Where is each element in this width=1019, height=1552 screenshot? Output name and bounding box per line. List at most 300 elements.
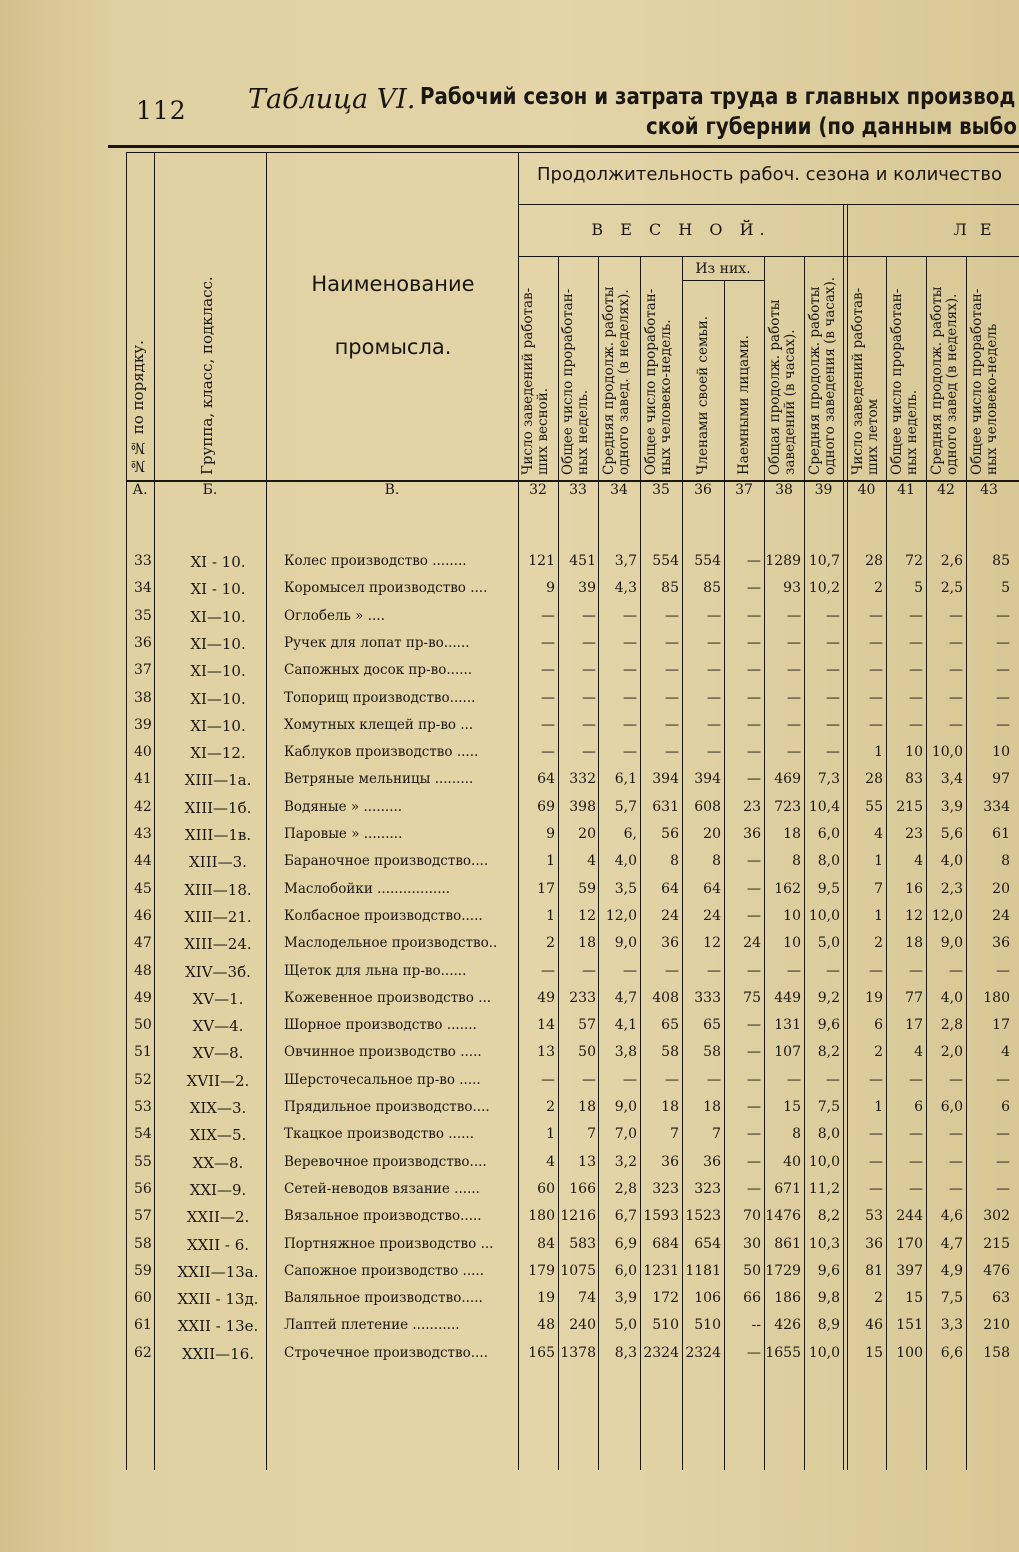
row-value: 2,8: [940, 1017, 963, 1034]
row-value: 6: [1001, 1099, 1010, 1115]
row-number: 60: [134, 1290, 152, 1307]
row-number: 57: [134, 1208, 152, 1225]
row-value: —: [869, 1153, 883, 1170]
row-value: 3,8: [614, 1044, 637, 1061]
row-value: 10,2: [808, 580, 840, 597]
row-value: 1231: [643, 1262, 679, 1279]
row-value: 61: [992, 826, 1010, 842]
row-value: 408: [652, 989, 679, 1006]
row-value: —: [747, 689, 761, 706]
row-value: 17: [537, 880, 555, 897]
row-number: 33: [134, 553, 152, 569]
row-trade-name: Шорное производство .......: [284, 1017, 477, 1034]
row-value: 36: [743, 826, 761, 842]
row-value: 100: [896, 1344, 923, 1361]
row-value: 9,2: [817, 989, 840, 1006]
row-value: 72: [905, 553, 923, 569]
row-value: 4,7: [614, 989, 637, 1006]
row-value: 180: [528, 1208, 555, 1225]
row-value: 5: [1001, 580, 1010, 597]
row-value: —: [909, 962, 923, 979]
row-value: 8: [1001, 853, 1010, 870]
row-value: 2: [546, 935, 555, 952]
row-value: 4: [874, 826, 883, 842]
row-value: —: [826, 716, 840, 733]
row-value: —: [747, 1153, 761, 1170]
top-rule: [108, 145, 1019, 148]
row-value: 50: [743, 1262, 761, 1279]
row-value: 1: [546, 853, 555, 870]
row-value: 172: [652, 1290, 679, 1307]
top-rule-thin: [126, 152, 1019, 153]
row-value: 631: [652, 798, 679, 815]
row-trade-name: Бараночное производство....: [284, 853, 489, 870]
table-row: [0, 1231, 1019, 1258]
row-value: 13: [578, 1153, 596, 1170]
row-value: 2: [874, 1290, 883, 1307]
row-value: —: [996, 1180, 1010, 1197]
row-value: 131: [774, 1017, 801, 1034]
row-value: 9,8: [817, 1290, 840, 1307]
row-value: 3,5: [614, 880, 637, 897]
row-trade-name: Овчинное производство .....: [284, 1044, 482, 1061]
table-row: [0, 1039, 1019, 1066]
row-value: 451: [569, 553, 596, 569]
row-value: —: [747, 1099, 761, 1115]
row-value: 18: [905, 935, 923, 952]
row-value: 8,2: [817, 1044, 840, 1061]
row-value: 8,9: [817, 1317, 840, 1334]
row-group: XXI—9.: [189, 1180, 247, 1199]
row-value: 2: [874, 935, 883, 952]
row-number: 61: [134, 1317, 152, 1334]
column-index-label: 35: [652, 482, 670, 498]
table-row: [0, 712, 1019, 739]
row-value: —: [869, 716, 883, 733]
row-value: 7,5: [940, 1290, 963, 1307]
row-group: XVII—2.: [186, 1071, 250, 1090]
row-value: —: [747, 962, 761, 979]
column-index-label: 42: [937, 482, 955, 498]
row-value: —: [949, 634, 963, 651]
col-header-group: Группа, класс, подкласс.: [198, 276, 216, 475]
row-value: 7: [712, 1126, 721, 1143]
row-value: 24: [743, 935, 761, 952]
row-value: 64: [537, 771, 555, 788]
row-value: 9,0: [614, 1099, 637, 1115]
row-value: 66: [743, 1290, 761, 1307]
row-trade-name: Сапожных досок пр-во......: [284, 662, 473, 679]
row-value: —: [747, 716, 761, 733]
row-value: 2: [874, 580, 883, 597]
row-value: —: [747, 880, 761, 897]
column-index-label: 33: [569, 482, 587, 498]
row-value: —: [909, 1180, 923, 1197]
row-value: —: [869, 634, 883, 651]
row-trade-name: Портняжное производство ...: [284, 1235, 494, 1252]
row-value: —: [707, 716, 721, 733]
row-value: 69: [537, 798, 555, 815]
row-value: 334: [983, 798, 1010, 815]
table-row: [0, 630, 1019, 657]
row-value: 510: [694, 1317, 721, 1334]
row-value: 2: [546, 1099, 555, 1115]
row-group: XXII - 13е.: [177, 1317, 259, 1336]
row-value: 15: [865, 1344, 883, 1361]
row-number: 56: [134, 1180, 152, 1197]
row-number: 48: [134, 962, 152, 979]
row-value: —: [541, 662, 555, 679]
row-number: 50: [134, 1017, 152, 1034]
row-value: 15: [783, 1099, 801, 1115]
row-value: —: [541, 1071, 555, 1088]
row-value: 93: [783, 580, 801, 597]
row-trade-name: Колес производство ........: [284, 553, 467, 569]
row-value: —: [869, 962, 883, 979]
row-value: —: [747, 553, 761, 569]
column-index-label: 36: [694, 482, 712, 498]
row-value: 469: [774, 771, 801, 788]
row-value: 210: [983, 1317, 1010, 1334]
row-trade-name: Лаптей плетение ...........: [284, 1317, 460, 1334]
row-value: 654: [694, 1235, 721, 1252]
row-value: 28: [865, 553, 883, 569]
row-value: —: [996, 962, 1010, 979]
row-value: —: [623, 689, 637, 706]
col-header-39: Средняя продолж. работы одного заведения (в часах).: [807, 276, 838, 475]
table-row: [0, 657, 1019, 684]
column-index-label: 38: [775, 482, 793, 498]
row-value: 162: [774, 880, 801, 897]
row-value: 158: [983, 1344, 1010, 1361]
row-value: 36: [661, 1153, 679, 1170]
row-value: 4: [587, 853, 596, 870]
row-value: 74: [578, 1290, 596, 1307]
row-value: 10,0: [808, 907, 840, 924]
row-value: 50: [578, 1044, 596, 1061]
row-number: 53: [134, 1099, 152, 1115]
row-value: 63: [992, 1290, 1010, 1307]
row-value: —: [787, 662, 801, 679]
table-row: [0, 958, 1019, 985]
row-value: —: [787, 962, 801, 979]
row-value: 9,5: [817, 880, 840, 897]
row-value: 18: [578, 1099, 596, 1115]
row-value: —: [787, 716, 801, 733]
row-number: 55: [134, 1153, 152, 1170]
col-header-no: №№ по порядку.: [129, 340, 147, 475]
table-title-line1: Рабочий сезон и затрата труда в главных производ: [420, 84, 1016, 110]
row-value: 1289: [765, 553, 801, 569]
table-row: [0, 876, 1019, 903]
col-header-34: Средняя продолж. работы одного завед. (в неделях).: [601, 286, 632, 475]
row-group: XI—10.: [190, 662, 246, 681]
row-value: —: [996, 607, 1010, 624]
row-value: 5,7: [614, 798, 637, 815]
row-value: 39: [578, 580, 596, 597]
row-number: 41: [134, 771, 152, 788]
row-value: 510: [652, 1317, 679, 1334]
row-trade-name: Каблуков производство .....: [284, 744, 479, 761]
row-value: 179: [528, 1262, 555, 1279]
row-value: —: [541, 634, 555, 651]
row-value: 20: [703, 826, 721, 842]
col-header-name-line2: промысла.: [334, 335, 452, 359]
row-value: 1593: [643, 1208, 679, 1225]
row-value: 6,7: [614, 1208, 637, 1225]
row-group: XI—12.: [190, 744, 246, 763]
row-value: —: [869, 662, 883, 679]
row-number: 36: [134, 634, 152, 651]
row-trade-name: Щеток для льна пр-во......: [284, 962, 467, 979]
row-value: 18: [661, 1099, 679, 1115]
row-group: XI—10.: [190, 634, 246, 653]
row-value: —: [949, 1180, 963, 1197]
table-row: [0, 1176, 1019, 1203]
row-value: 9,6: [817, 1017, 840, 1034]
table-row: [0, 1312, 1019, 1339]
row-value: —: [707, 689, 721, 706]
row-value: 608: [694, 798, 721, 815]
row-value: 2,5: [940, 580, 963, 597]
row-value: 65: [661, 1017, 679, 1034]
col-header-name-line1: Наименование: [311, 272, 475, 296]
row-group: XI - 10.: [190, 553, 246, 571]
row-number: 40: [134, 744, 152, 761]
row-value: —: [582, 689, 596, 706]
row-value: 180: [983, 989, 1010, 1006]
row-value: —: [996, 662, 1010, 679]
row-value: 723: [774, 798, 801, 815]
row-value: —: [909, 1153, 923, 1170]
column-index-label: 37: [735, 482, 753, 498]
row-value: —: [707, 962, 721, 979]
row-value: 106: [694, 1290, 721, 1307]
row-value: —: [541, 962, 555, 979]
row-value: 426: [774, 1317, 801, 1334]
spring-header: В Е С Н О Й.: [591, 220, 771, 239]
row-value: 302: [983, 1208, 1010, 1225]
row-value: —: [869, 1126, 883, 1143]
row-value: 36: [992, 935, 1010, 952]
row-value: 46: [865, 1317, 883, 1334]
column-index-label: 32: [529, 482, 547, 498]
row-value: 85: [661, 580, 679, 597]
row-value: —: [996, 634, 1010, 651]
row-value: 16: [905, 880, 923, 897]
row-value: 9,0: [940, 935, 963, 952]
row-value: 85: [703, 580, 721, 597]
row-value: —: [707, 744, 721, 761]
row-value: 10,7: [808, 553, 840, 569]
table-row: [0, 821, 1019, 848]
row-value: —: [869, 689, 883, 706]
row-value: 166: [569, 1180, 596, 1197]
row-value: —: [582, 1071, 596, 1088]
row-value: —: [787, 607, 801, 624]
row-number: 52: [134, 1071, 152, 1088]
row-value: 4,3: [614, 580, 637, 597]
row-group: XXII—13а.: [177, 1262, 259, 1281]
row-value: 55: [865, 798, 883, 815]
row-value: —: [996, 689, 1010, 706]
row-number: 62: [134, 1344, 152, 1361]
row-value: —: [623, 607, 637, 624]
row-number: 46: [134, 907, 152, 924]
row-value: 8: [792, 853, 801, 870]
row-value: 1655: [765, 1344, 801, 1361]
row-value: 3,4: [940, 771, 963, 788]
row-value: 10: [992, 744, 1010, 761]
row-value: 5: [914, 580, 923, 597]
row-value: 684: [652, 1235, 679, 1252]
row-value: 53: [865, 1208, 883, 1225]
row-value: 14: [537, 1017, 555, 1034]
row-number: 51: [134, 1044, 152, 1061]
row-value: 8: [670, 853, 679, 870]
row-value: —: [996, 1126, 1010, 1143]
row-value: —: [623, 744, 637, 761]
row-value: —: [665, 689, 679, 706]
row-trade-name: Ткацкое производство ......: [284, 1126, 474, 1143]
table-row: [0, 1285, 1019, 1312]
row-value: 554: [652, 553, 679, 569]
row-trade-name: Ручек для лопат пр-во......: [284, 634, 470, 651]
row-value: 332: [569, 771, 596, 788]
row-value: 240: [569, 1317, 596, 1334]
row-group: XI—10.: [190, 607, 246, 626]
row-value: 9,0: [614, 935, 637, 952]
row-group: XIII—3.: [189, 853, 247, 872]
table-row: [0, 794, 1019, 821]
row-value: 4: [914, 1044, 923, 1061]
table-row: [0, 548, 1019, 575]
row-value: 7: [670, 1126, 679, 1143]
row-value: 10: [783, 935, 801, 952]
row-value: 65: [703, 1017, 721, 1034]
row-trade-name: Хомутных клещей пр-во ...: [284, 716, 474, 733]
column-index-label: 34: [610, 482, 628, 498]
row-number: 39: [134, 716, 152, 733]
row-value: 394: [652, 771, 679, 788]
row-value: 2324: [685, 1344, 721, 1361]
row-value: —: [541, 716, 555, 733]
row-value: 10: [783, 907, 801, 924]
row-value: 11,2: [808, 1180, 840, 1197]
row-value: 449: [774, 989, 801, 1006]
row-value: —: [996, 716, 1010, 733]
row-value: 6: [914, 1099, 923, 1115]
row-value: 97: [992, 771, 1010, 788]
row-value: —: [909, 716, 923, 733]
row-value: —: [869, 607, 883, 624]
table-row: [0, 903, 1019, 930]
row-group: XIII—1б.: [184, 798, 252, 817]
row-number: 38: [134, 689, 152, 706]
row-value: 6,0: [817, 826, 840, 842]
row-value: 20: [578, 826, 596, 842]
row-number: 59: [134, 1262, 152, 1279]
row-value: —: [869, 1071, 883, 1088]
row-value: 1: [874, 744, 883, 761]
row-value: 9: [546, 826, 555, 842]
column-index-label: А.: [132, 482, 148, 498]
row-group: XIX—3.: [189, 1099, 247, 1117]
row-group: XIII—18.: [184, 880, 252, 899]
row-group: XI—10.: [190, 716, 246, 735]
row-value: 36: [703, 1153, 721, 1170]
row-value: 6,6: [940, 1344, 963, 1361]
row-value: 1: [874, 853, 883, 870]
row-value: 3,9: [940, 798, 963, 815]
row-number: 45: [134, 880, 152, 897]
table-row: [0, 1121, 1019, 1148]
row-value: 170: [896, 1235, 923, 1252]
row-value: 8,2: [817, 1208, 840, 1225]
row-value: 165: [528, 1344, 555, 1361]
row-value: —: [665, 1071, 679, 1088]
row-group: XIII—1в.: [184, 826, 252, 844]
super-header: Продолжительность рабоч. сезона и количество: [537, 164, 1002, 185]
row-value: —: [909, 689, 923, 706]
row-value: 244: [896, 1208, 923, 1225]
table-label: Таблица VI.: [248, 84, 416, 115]
of-them-header: Из них.: [695, 261, 751, 277]
row-value: —: [665, 662, 679, 679]
row-value: 64: [703, 880, 721, 897]
row-value: 10,4: [808, 798, 840, 815]
row-value: 7: [874, 880, 883, 897]
table-row: [0, 848, 1019, 875]
page-number: 112: [136, 96, 187, 125]
row-group: XIX—5.: [189, 1126, 247, 1145]
row-value: —: [826, 607, 840, 624]
col-header-35: Общее число проработан- ных человеко-недель.: [643, 288, 674, 475]
table-row: [0, 1094, 1019, 1121]
row-number: 35: [134, 607, 152, 624]
row-value: —: [787, 634, 801, 651]
row-value: 36: [865, 1235, 883, 1252]
row-group: XXII - 6.: [186, 1235, 250, 1254]
row-value: 4,0: [614, 853, 637, 870]
row-value: —: [582, 744, 596, 761]
row-value: 3,7: [614, 553, 637, 569]
row-trade-name: Прядильное производство....: [284, 1099, 490, 1115]
row-value: 64: [661, 880, 679, 897]
row-value: —: [747, 1017, 761, 1034]
row-value: 476: [983, 1262, 1010, 1279]
row-number: 54: [134, 1126, 152, 1143]
row-group: XIII—1а.: [184, 771, 252, 790]
row-value: —: [582, 607, 596, 624]
row-trade-name: Коромысел производство ....: [284, 580, 488, 597]
col-header-38: Общая продолж. работы заведений (в часах).: [767, 299, 798, 475]
row-value: 85: [992, 553, 1010, 569]
row-value: 583: [569, 1235, 596, 1252]
row-number: 43: [134, 826, 152, 842]
row-value: 333: [694, 989, 721, 1006]
row-value: 4,9: [940, 1262, 963, 1279]
row-group: XV—1.: [192, 989, 244, 1008]
row-value: 56: [661, 826, 679, 842]
row-trade-name: Оглобель » ....: [284, 607, 385, 624]
row-value: —: [623, 634, 637, 651]
row-value: 10,3: [808, 1235, 840, 1252]
row-value: 57: [578, 1017, 596, 1034]
row-value: 1075: [560, 1262, 596, 1279]
row-value: 36: [661, 935, 679, 952]
row-value: 8,0: [817, 853, 840, 870]
